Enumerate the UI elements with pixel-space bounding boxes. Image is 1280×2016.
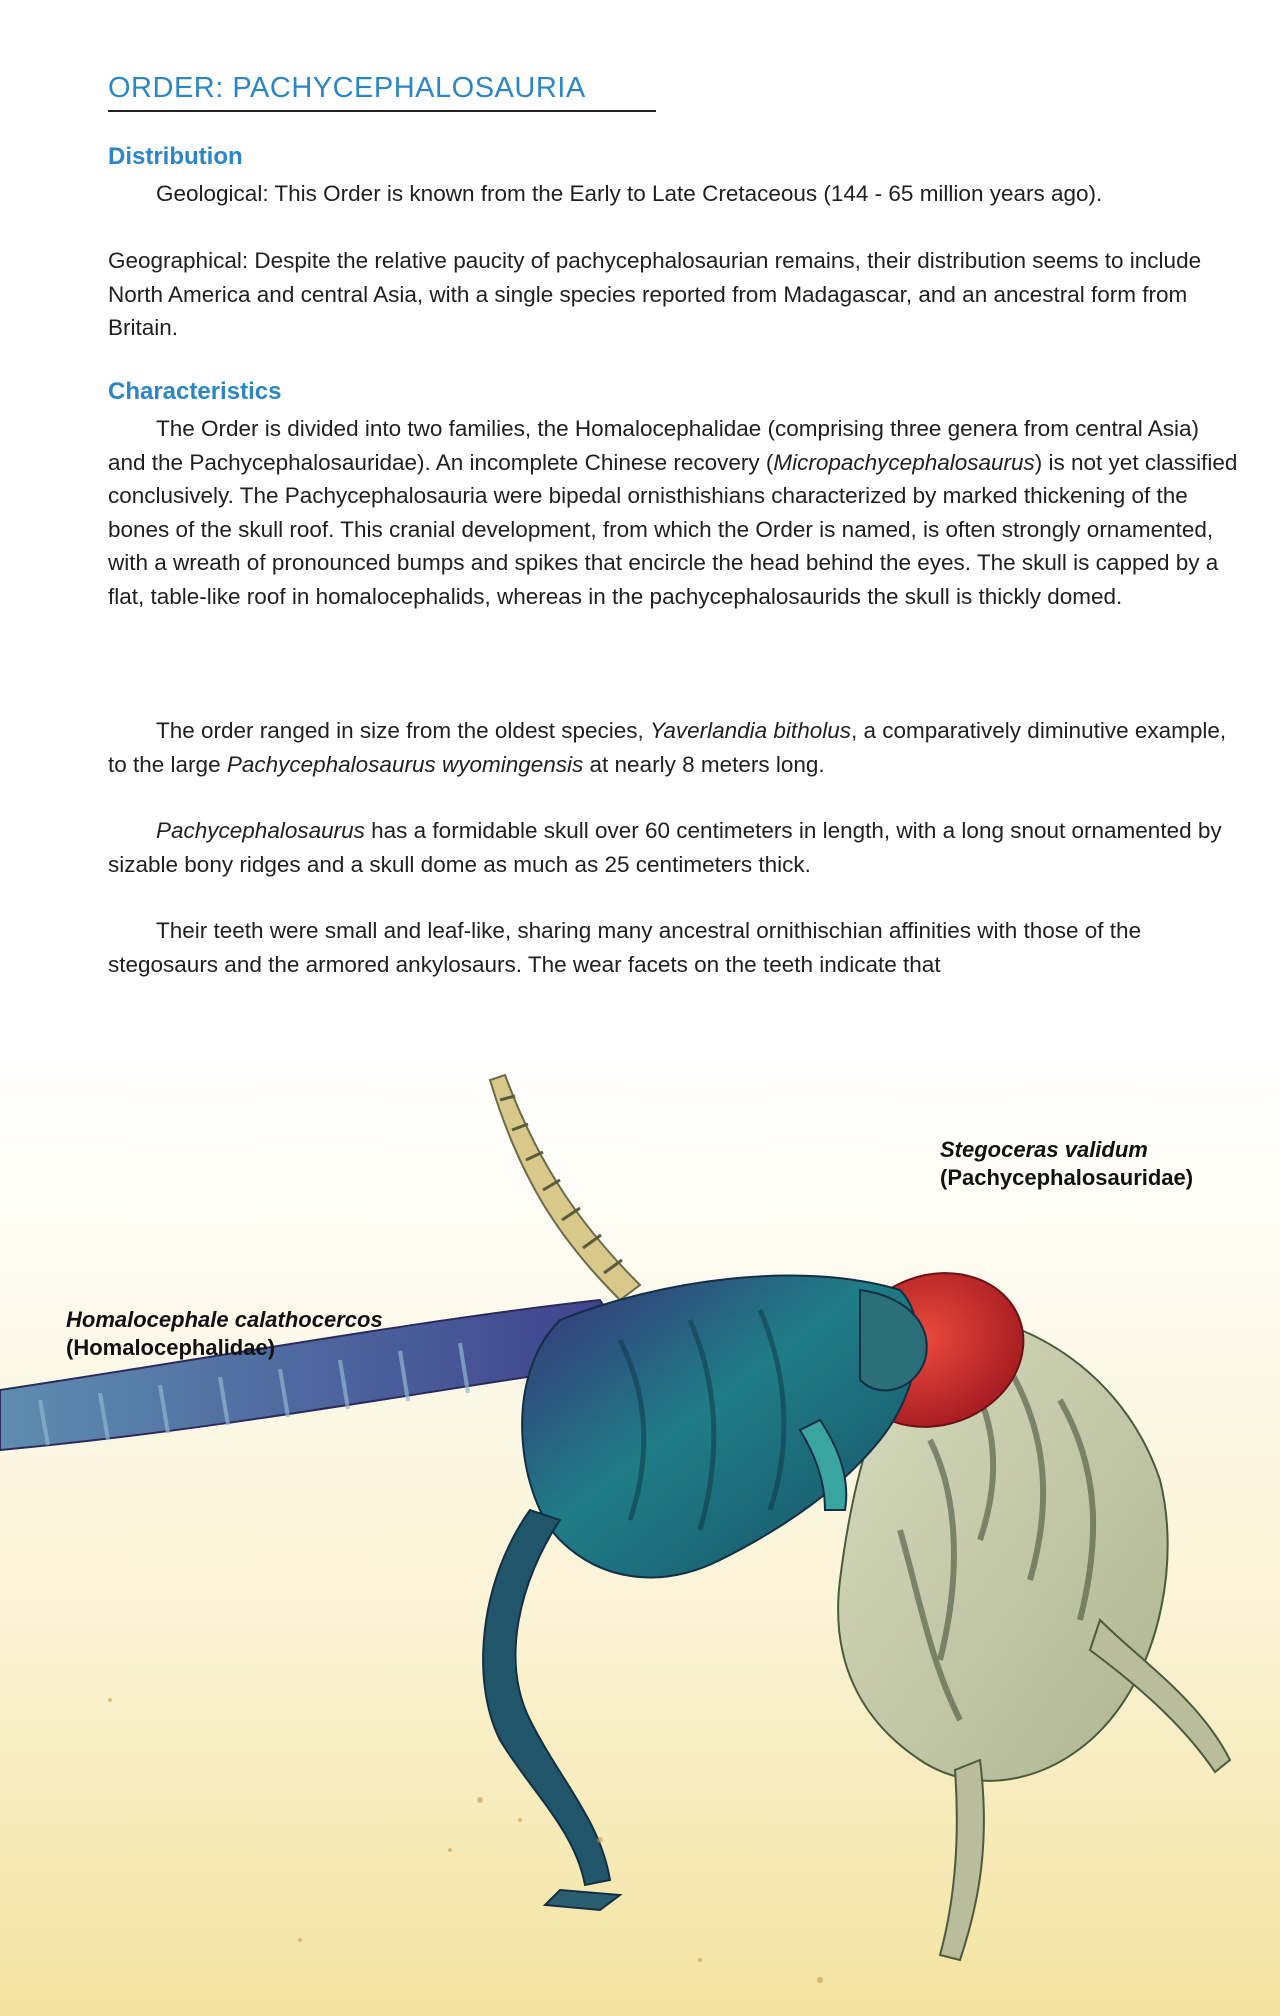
characteristics-paragraph-2: The order ranged in size from the oldest species, Yaverlandia bitholus, a comparatively diminutive example, to the large Pachycephalosaurus wyomingensis at nearly 8 meters long. (108, 718, 1227, 777)
characteristics-paragraph-3: Pachycephalosaurus has a formidable skull over 60 centimeters in length, with a long snout ornamented by sizable bony ridges and a skull dome as much as 25 centimeters thick. (108, 818, 1222, 877)
geological-paragraph: Geological: This Order is known from the Early to Late Cretaceous (144 - 65 million years ago). (156, 181, 1103, 206)
distribution-heading: Distribution (108, 143, 243, 170)
stegoceras-family-label: (Pachycephalosauridae) (940, 1165, 1194, 1190)
stegoceras-species-label: Stegoceras validum (940, 1137, 1148, 1162)
homalocephale-caption (66, 1306, 383, 1362)
dinosaur-illustration (0, 1060, 1280, 2016)
page-title: ORDER: PACHYCEPHALOSAURIA (108, 72, 586, 104)
characteristics-heading: Characteristics (108, 378, 282, 405)
homalocephale-species-label: Homalocephale calathocercos (66, 1307, 383, 1332)
title-underline (108, 110, 656, 112)
characteristics-paragraph-4: Their teeth were small and leaf-like, sharing many ancestral ornithischian affinities with those of the stegosaurs and the armored ankylosaurs. The wear facets on the teeth indicate that (108, 918, 1142, 977)
stegoceras-caption (940, 1136, 1193, 1192)
geographical-paragraph: Geographical: Despite the relative paucity of pachycephalosaurian remains, their distribution seems to include North America and central Asia, with a single species reported from Madagascar, and an ancestral form from Britain. (108, 248, 1202, 340)
homalocephale-family-label: (Homalocephalidae) (66, 1335, 276, 1360)
characteristics-paragraph-1: The Order is divided into two families, the Homalocephalidae (comprising three genera from central Asia) and the Pachycephalosauridae). An incomplete Chinese recovery (Micropachycephalosaurus) is not yet classified conclusively. The Pachycephalosauria were bipedal ornisthishians characterized by marked thickening of the bones of the skull roof. This cranial development, from which the Order is named, is often strongly ornamented, with a wreath of pronounced bumps and spikes that encircle the head behind the eyes. The skull is capped by a flat, table-like roof in homalocephalids, whereas in the pachycephalosaurids the skull is thickly domed. (108, 416, 1238, 609)
